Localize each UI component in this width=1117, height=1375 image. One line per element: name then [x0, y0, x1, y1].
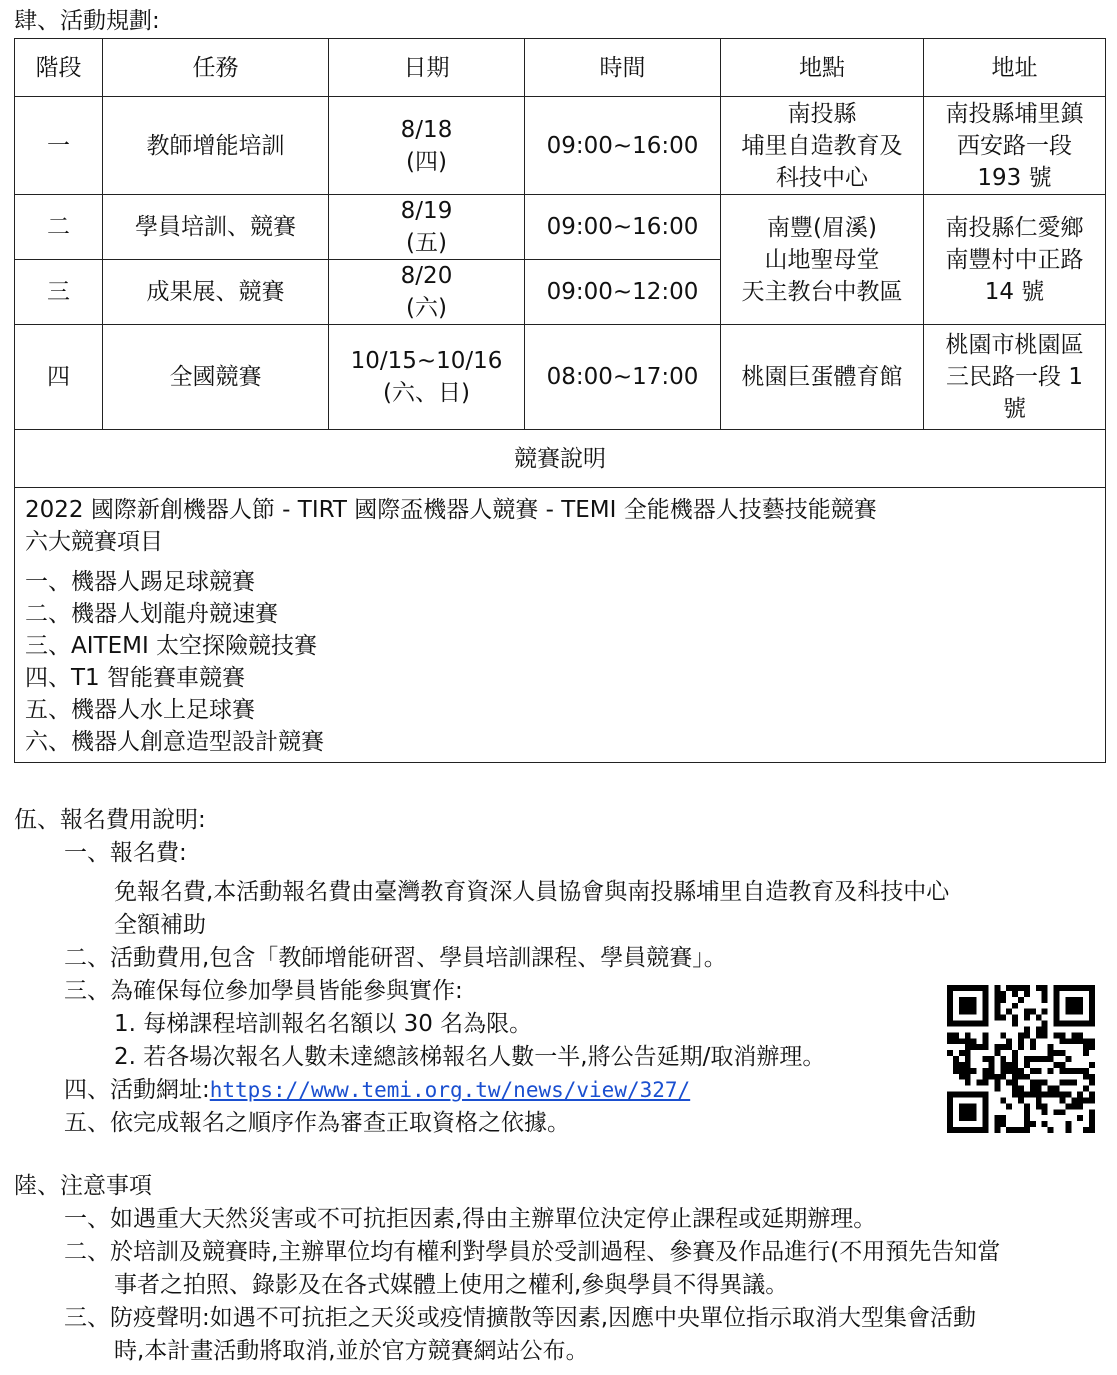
column-header: 地點 [721, 39, 924, 97]
shared-address-cell [924, 195, 1106, 325]
place-cell [721, 97, 924, 195]
notice-item-3-cont: 時,本計畫活動將取消,並於官方競賽網站公布。 [114, 1338, 589, 1364]
date-cell [329, 97, 525, 195]
competition-item: 四、T1 智能賽車競賽 [25, 665, 245, 691]
date-line: (六) [406, 295, 447, 321]
date-cell [329, 260, 525, 325]
address-line: 桃園市桃園區 [945, 332, 1084, 358]
table-row [15, 325, 1106, 430]
website-link[interactable]: https://www.temi.org.tw/news/view/327/ [209, 1078, 691, 1102]
time-cell: 09:00~16:00 [525, 97, 721, 195]
section5-heading: 伍、報名費用說明: [14, 807, 206, 833]
date-cell [329, 195, 525, 260]
address-line: 南豐村中正路 [945, 246, 1084, 273]
date-line: (四) [406, 148, 447, 175]
notes-caption: 競賽說明 [15, 430, 1106, 488]
column-header: 任務 [103, 39, 329, 97]
notice-item-2-cont: 事者之拍照、錄影及在各式媒體上使用之權利,參與學員不得異議。 [114, 1272, 789, 1298]
column-header: 階段 [15, 39, 103, 97]
place-line: 埔里自造教育及 [741, 132, 903, 159]
place-cell [721, 325, 924, 430]
date-line: 8/19 [400, 198, 453, 224]
place-line: 科技中心 [776, 164, 868, 191]
address-line: 號 [1003, 396, 1026, 422]
task-cell: 成果展、競賽 [103, 260, 329, 325]
address-line: 三民路一段 1 [946, 364, 1083, 390]
notice-item-3: 三、防疫聲明:如遇不可抗拒之天災或疫情擴散等因素,因應中央單位指示取消大型集會活動 [64, 1305, 977, 1331]
address-line: 14 號 [984, 278, 1045, 305]
competition-item: 一、機器人踢足球競賽 [25, 569, 255, 595]
competition-item: 六、機器人創意造型設計競賽 [25, 729, 324, 755]
website-label: 四、活動網址: [64, 1077, 210, 1103]
task-cell: 全國競賽 [103, 325, 329, 430]
fee-item-2: 二、活動費用,包含「教師增能研習、學員培訓課程、學員競賽」。 [64, 945, 727, 971]
fee-item-1-body: 全額補助 [114, 912, 206, 938]
time-cell: 09:00~12:00 [525, 260, 721, 325]
time-cell: 09:00~16:00 [525, 195, 721, 260]
stage-cell: 二 [15, 195, 103, 260]
table-row [15, 97, 1106, 195]
date-line: 10/15~10/16 [350, 348, 503, 374]
task-cell: 教師增能培訓 [103, 97, 329, 195]
stage-cell: 三 [15, 260, 103, 325]
notes-intro-line: 2022 國際新創機器人節 - TIRT 國際盃機器人競賽 - TEMI 全能機器人技藝技能競賽 [25, 497, 877, 523]
stage-cell: 一 [15, 97, 103, 195]
competition-item: 三、AITEMI 太空探險競技賽 [25, 633, 318, 659]
stage-cell: 四 [15, 325, 103, 430]
fee-item-1-title: 一、報名費: [64, 840, 187, 866]
notice-item-2: 二、於培訓及競賽時,主辦單位均有權利對學員於受訓過程、參賽及作品進行(不用預先告知當 [64, 1239, 1001, 1265]
competition-item: 五、機器人水上足球賽 [25, 697, 255, 723]
fee-item-3-sub: 1. 每梯課程培訓報名名額以 30 名為限。 [114, 1011, 533, 1037]
address-line: 南投縣仁愛鄉 [945, 214, 1084, 241]
competition-notes [15, 488, 1106, 763]
address-cell [924, 325, 1106, 430]
address-cell [924, 97, 1106, 195]
shared-place-cell [721, 195, 924, 325]
notice-item-1: 一、如遇重大天然災害或不可抗拒因素,得由主辦單位決定停止課程或延期辦理。 [64, 1206, 877, 1232]
table-header-row [15, 39, 1106, 97]
table-row [15, 195, 1106, 260]
activity-plan-table [14, 38, 1106, 763]
fee-item-3: 三、為確保每位參加學員皆能參與實作: [64, 978, 463, 1004]
column-header: 時間 [525, 39, 721, 97]
address-line: 西安路一段 [957, 132, 1072, 159]
place-line: 天主教台中教區 [741, 278, 903, 305]
date-line: (六、日) [383, 380, 470, 406]
competition-item: 二、機器人划龍舟競速賽 [25, 601, 278, 627]
notes-caption-row [15, 430, 1106, 488]
fee-item-4 [64, 1074, 690, 1107]
column-header: 日期 [329, 39, 525, 97]
place-line: 南投縣 [787, 100, 857, 127]
place-line: 桃園巨蛋體育館 [741, 364, 903, 390]
place-line: 南豐(眉溪) [767, 214, 877, 241]
date-line: (五) [406, 230, 447, 256]
address-line: 193 號 [977, 164, 1052, 191]
fee-item-1-body: 免報名費,本活動報名費由臺灣教育資深人員協會與南投縣埔里自造教育及科技中心 [114, 879, 950, 905]
task-cell: 學員培訓、競賽 [103, 195, 329, 260]
section4-heading: 肆、活動規劃: [14, 8, 160, 34]
notes-intro-line: 六大競賽項目 [25, 529, 163, 555]
fee-item-3-sub: 2. 若各場次報名人數未達總該梯報名人數一半,將公告延期/取消辦理。 [114, 1044, 826, 1070]
date-line: 8/20 [400, 263, 453, 289]
date-cell [329, 325, 525, 430]
notes-row [15, 488, 1106, 763]
qr-code-icon [947, 985, 1095, 1133]
date-line: 8/18 [400, 116, 453, 143]
section6-heading: 陸、注意事項 [14, 1173, 152, 1199]
fee-item-5: 五、依完成報名之順序作為審查正取資格之依據。 [64, 1110, 570, 1136]
column-header: 地址 [924, 39, 1106, 97]
place-line: 山地聖母堂 [764, 246, 880, 273]
address-line: 南投縣埔里鎮 [945, 100, 1084, 127]
time-cell: 08:00~17:00 [525, 325, 721, 430]
